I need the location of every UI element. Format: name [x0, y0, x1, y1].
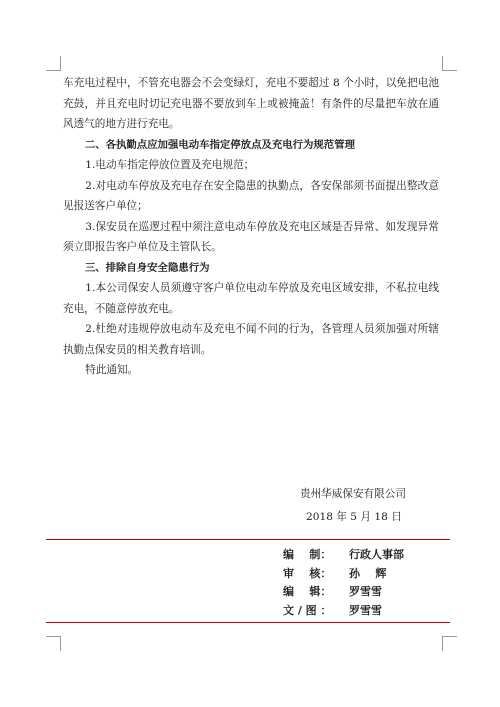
- signature-date: 2018 年 5 月 18 日: [306, 511, 402, 523]
- list-item: 3.保安员在巡逻过程中须注意电动车停放及充电区域是否异常、如发现异常须立即报告客户单位及主管队长。: [63, 220, 439, 253]
- editor-row: [283, 565, 404, 584]
- signature-company: 贵州华威保安有限公司: [300, 488, 406, 500]
- editor-name: 罗雪雪: [349, 603, 382, 617]
- crop-mark-top-right: [442, 56, 457, 71]
- red-divider-bottom: [46, 622, 450, 623]
- crop-mark-bottom-right: [442, 636, 457, 651]
- editor-info-block: [283, 546, 404, 620]
- editor-role: 编 辑：: [283, 585, 332, 598]
- list-item: 2.对电动车停放及充电存在安全隐患的执勤点，各安保部须书面提出整改意见报送客户单位；: [63, 179, 439, 212]
- crop-mark-top-left: [46, 56, 61, 71]
- closing-text: 特此通知。: [85, 364, 139, 376]
- list-item: 1.本公司保安人员须遵守客户单位电动车停放及充电区域安排，不私拉电线充电，不随意停放充电。: [63, 282, 439, 315]
- section-heading-3: 三、排除自身安全隐患行为: [84, 261, 210, 274]
- crop-mark-bottom-left: [46, 636, 61, 651]
- editor-role: 审 核：: [283, 566, 332, 580]
- red-divider-top: [46, 539, 450, 540]
- editor-row: [283, 602, 404, 621]
- editor-role: 文 / 图 ：: [283, 603, 332, 617]
- list-item: 1.电动车指定停放位置及充电规范；: [85, 159, 255, 171]
- editor-name: 行政人事部: [349, 548, 404, 561]
- list-item: 2.杜绝对违规停放电动车及充电不闻不问的行为，各管理人员须加强对所辖执勤点保安员的相关教育培训。: [63, 323, 439, 356]
- body-paragraph: 车充电过程中，不管充电器会不会变绿灯，充电不要超过 8 个小时，以免把电池充鼓，并且充电时切记充电器不要放到车上或被掩盖！有条件的尽量把车放在通风透气的地方进行充电。: [63, 77, 439, 130]
- editor-name: 孙 辉: [349, 566, 387, 580]
- document-body: [63, 73, 439, 381]
- editor-role: 编 制：: [283, 548, 332, 561]
- editor-row: [283, 583, 404, 602]
- editor-row: [283, 546, 404, 565]
- section-heading-2: 二、各执勤点应加强电动车指定停放点及充电行为规范管理: [84, 138, 355, 151]
- editor-name: 罗雪雪: [349, 585, 382, 598]
